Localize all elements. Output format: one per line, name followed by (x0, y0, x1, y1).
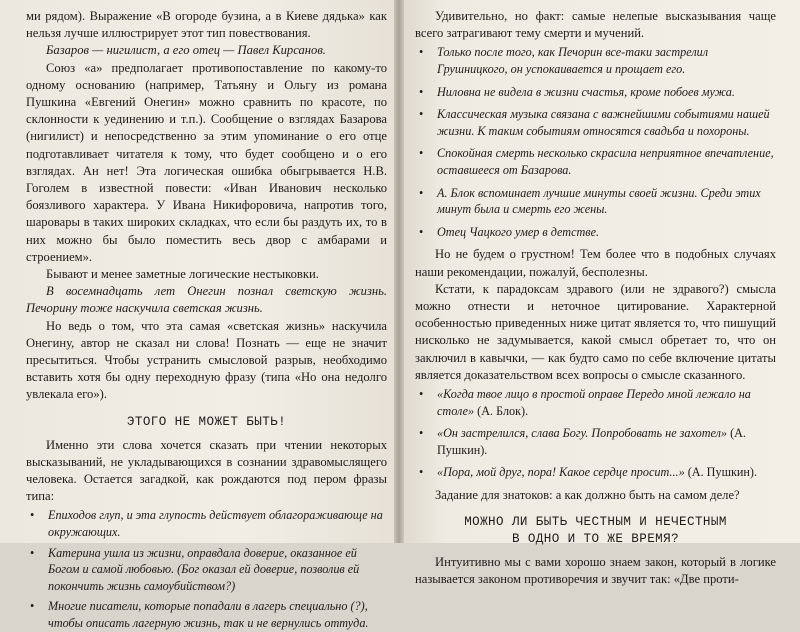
paragraph: Задание для знатоков: а как должно быть на самом деле? (435, 487, 740, 502)
quote-item: • «Пора, мой друг, пора! Какое сердце просит...» (А. Пушкин). (419, 465, 758, 480)
list-item: • Классическая музыка связана с важнейшими событиями нашей жизни. К таким событиям относятся свадьба и похороны. (419, 107, 770, 138)
bullet-icon: • (419, 84, 424, 99)
paragraph: Кстати, к парадоксам здравого (или не здравого?) смысла можно отнести и неточное цитирование. Характерной особенностью приведенных ниже цитат является то, что пишущий нисколько не задумывается, какой смысл обретает то, что он заключил в кавычки, — как будто само по себе включение цитаты является доказательством всех вопросы о смысле сказанного. (415, 281, 776, 382)
bullet-icon: • (419, 185, 424, 200)
list-item: • Катерина ушла из жизни, оправдала доверие, оказанное ей Богом и самой любовью. (Бог оказал ей доверие, позволив ей покончить жизнь самоубийством?) (30, 545, 360, 593)
paragraph: Удивительно, но факт: самые нелепые высказывания чаще всего затрагивают тему смерти и мучений. (415, 9, 776, 41)
book-gutter (394, 0, 404, 543)
example-list (26, 507, 387, 631)
paragraph: Именно эти слова хочется сказать при чтении некоторых высказываний, не укладывающихся в сознании здравомыслящего человека. Остается загадкой, как рождаются под пером фразы типа: (26, 437, 387, 504)
paragraph: Но не будем о грустном! Тем более что в подобных случаях наши рекомендации, пожалуй, бесполезны. (415, 247, 776, 279)
list-item: • Только после того, как Печорин все-таки застрелил Грушницкого, он успокаивается и прощает его. (419, 45, 709, 76)
bullet-icon: • (419, 107, 424, 122)
bullet-icon: • (419, 426, 424, 441)
list-item: • Спокойная смерть несколько скрасила неприятное впечатление, оставшееся от Базарова. (419, 146, 774, 177)
bullet-icon: • (419, 386, 424, 401)
bullet-icon: • (30, 599, 35, 614)
bullet-icon: • (30, 545, 35, 560)
quote-item: • «Он застрелился, слава Богу. Попробовать не захотел» (А. Пушкин). (419, 426, 746, 457)
paragraph: Интуитивно мы с вами хорошо знаем закон, который в логике называется законом противоречия и звучит так: «Две проти- (415, 555, 776, 587)
example-list (415, 44, 776, 240)
left-page (0, 0, 397, 631)
bullet-icon: • (419, 146, 424, 161)
section-heading: МОЖНО ЛИ БЫТЬ ЧЕСТНЫМ И НЕЧЕСТНЫМ В ОДНО И ТО ЖЕ ВРЕМЯ? (464, 515, 727, 547)
list-item: • Ниловна не видела в жизни счастья, кроме побоев мужа. (419, 84, 735, 99)
list-item: • Многие писатели, которые попадали в лагерь специально (?), чтобы описать лагерную жизнь, так и не вернулись оттуда. (30, 599, 369, 631)
quote-list (415, 386, 776, 481)
right-page (397, 0, 800, 587)
example-sentence: Базаров — нигилист, а его отец — Павел Кирсанов. (46, 43, 326, 58)
bullet-icon: • (30, 508, 35, 523)
bullet-icon: • (419, 224, 424, 239)
list-item: • А. Блок вспоминает лучшие минуты своей жизни. Среди этих минут была и смерть его жены. (419, 185, 761, 217)
bullet-icon: • (419, 45, 424, 60)
bullet-icon: • (419, 465, 424, 480)
section-heading: ЭТОГО НЕ МОЖЕТ БЫТЬ! (126, 414, 287, 429)
list-item: • Отец Чацкого умер в детстве. (419, 224, 600, 239)
paragraph: Союз «а» предполагает противопоставление по какому-то одному основанию (например, Татьяну и Ольгу из романа Пушкина «Евгений Онегин» можно сравнить по красоте, по склонности к уединению и т.п.). Сообщение о взглядах Базарова (нигилист) и непосредственно за этим упоминание о его отце подготавливает читателя к тому, что будет сообщено и о его взглядах. Ан нет! Эта логическая ошибка обыгрывается Н.В. Гоголем в известной повести: «Иван Иванович несколько боязливого характера. У Ивана Никифоровича, напротив того, шаровары в таких широких складках, что если бы раздуть их, то в них можно бы было поместить весь двор с амбарами и строением». (26, 60, 387, 264)
list-item: • Епиходов глуп, и эта глупость действует облагораживающе на окружающих. (30, 508, 383, 540)
paragraph: Бывают и менее заметные логические нестыковки. (46, 267, 319, 282)
example-sentence: В восемнадцать лет Онегин познал светскую жизнь. Печорину тоже наскучила светская жизнь. (26, 284, 387, 316)
quote-item: • «Когда твое лицо в простой оправе Передо мной лежало на столе» (А. Блок). (419, 386, 751, 418)
paragraph: Но ведь о том, что эта самая «светская жизнь» наскучила Онегину, автор не сказал ни слова! Познать — еще не значит пресытиться. Чтобы устранить смысловой разрыв, необходимо вставить хотя бы одну переходную фразу (типа «Но она недолго увлекала его»). (26, 318, 387, 402)
paragraph: ми рядом). Выражение «В огороде бузина, а в Киеве дядька» как нельзя лучше иллюстрирует этот тип повествования. (26, 9, 387, 41)
